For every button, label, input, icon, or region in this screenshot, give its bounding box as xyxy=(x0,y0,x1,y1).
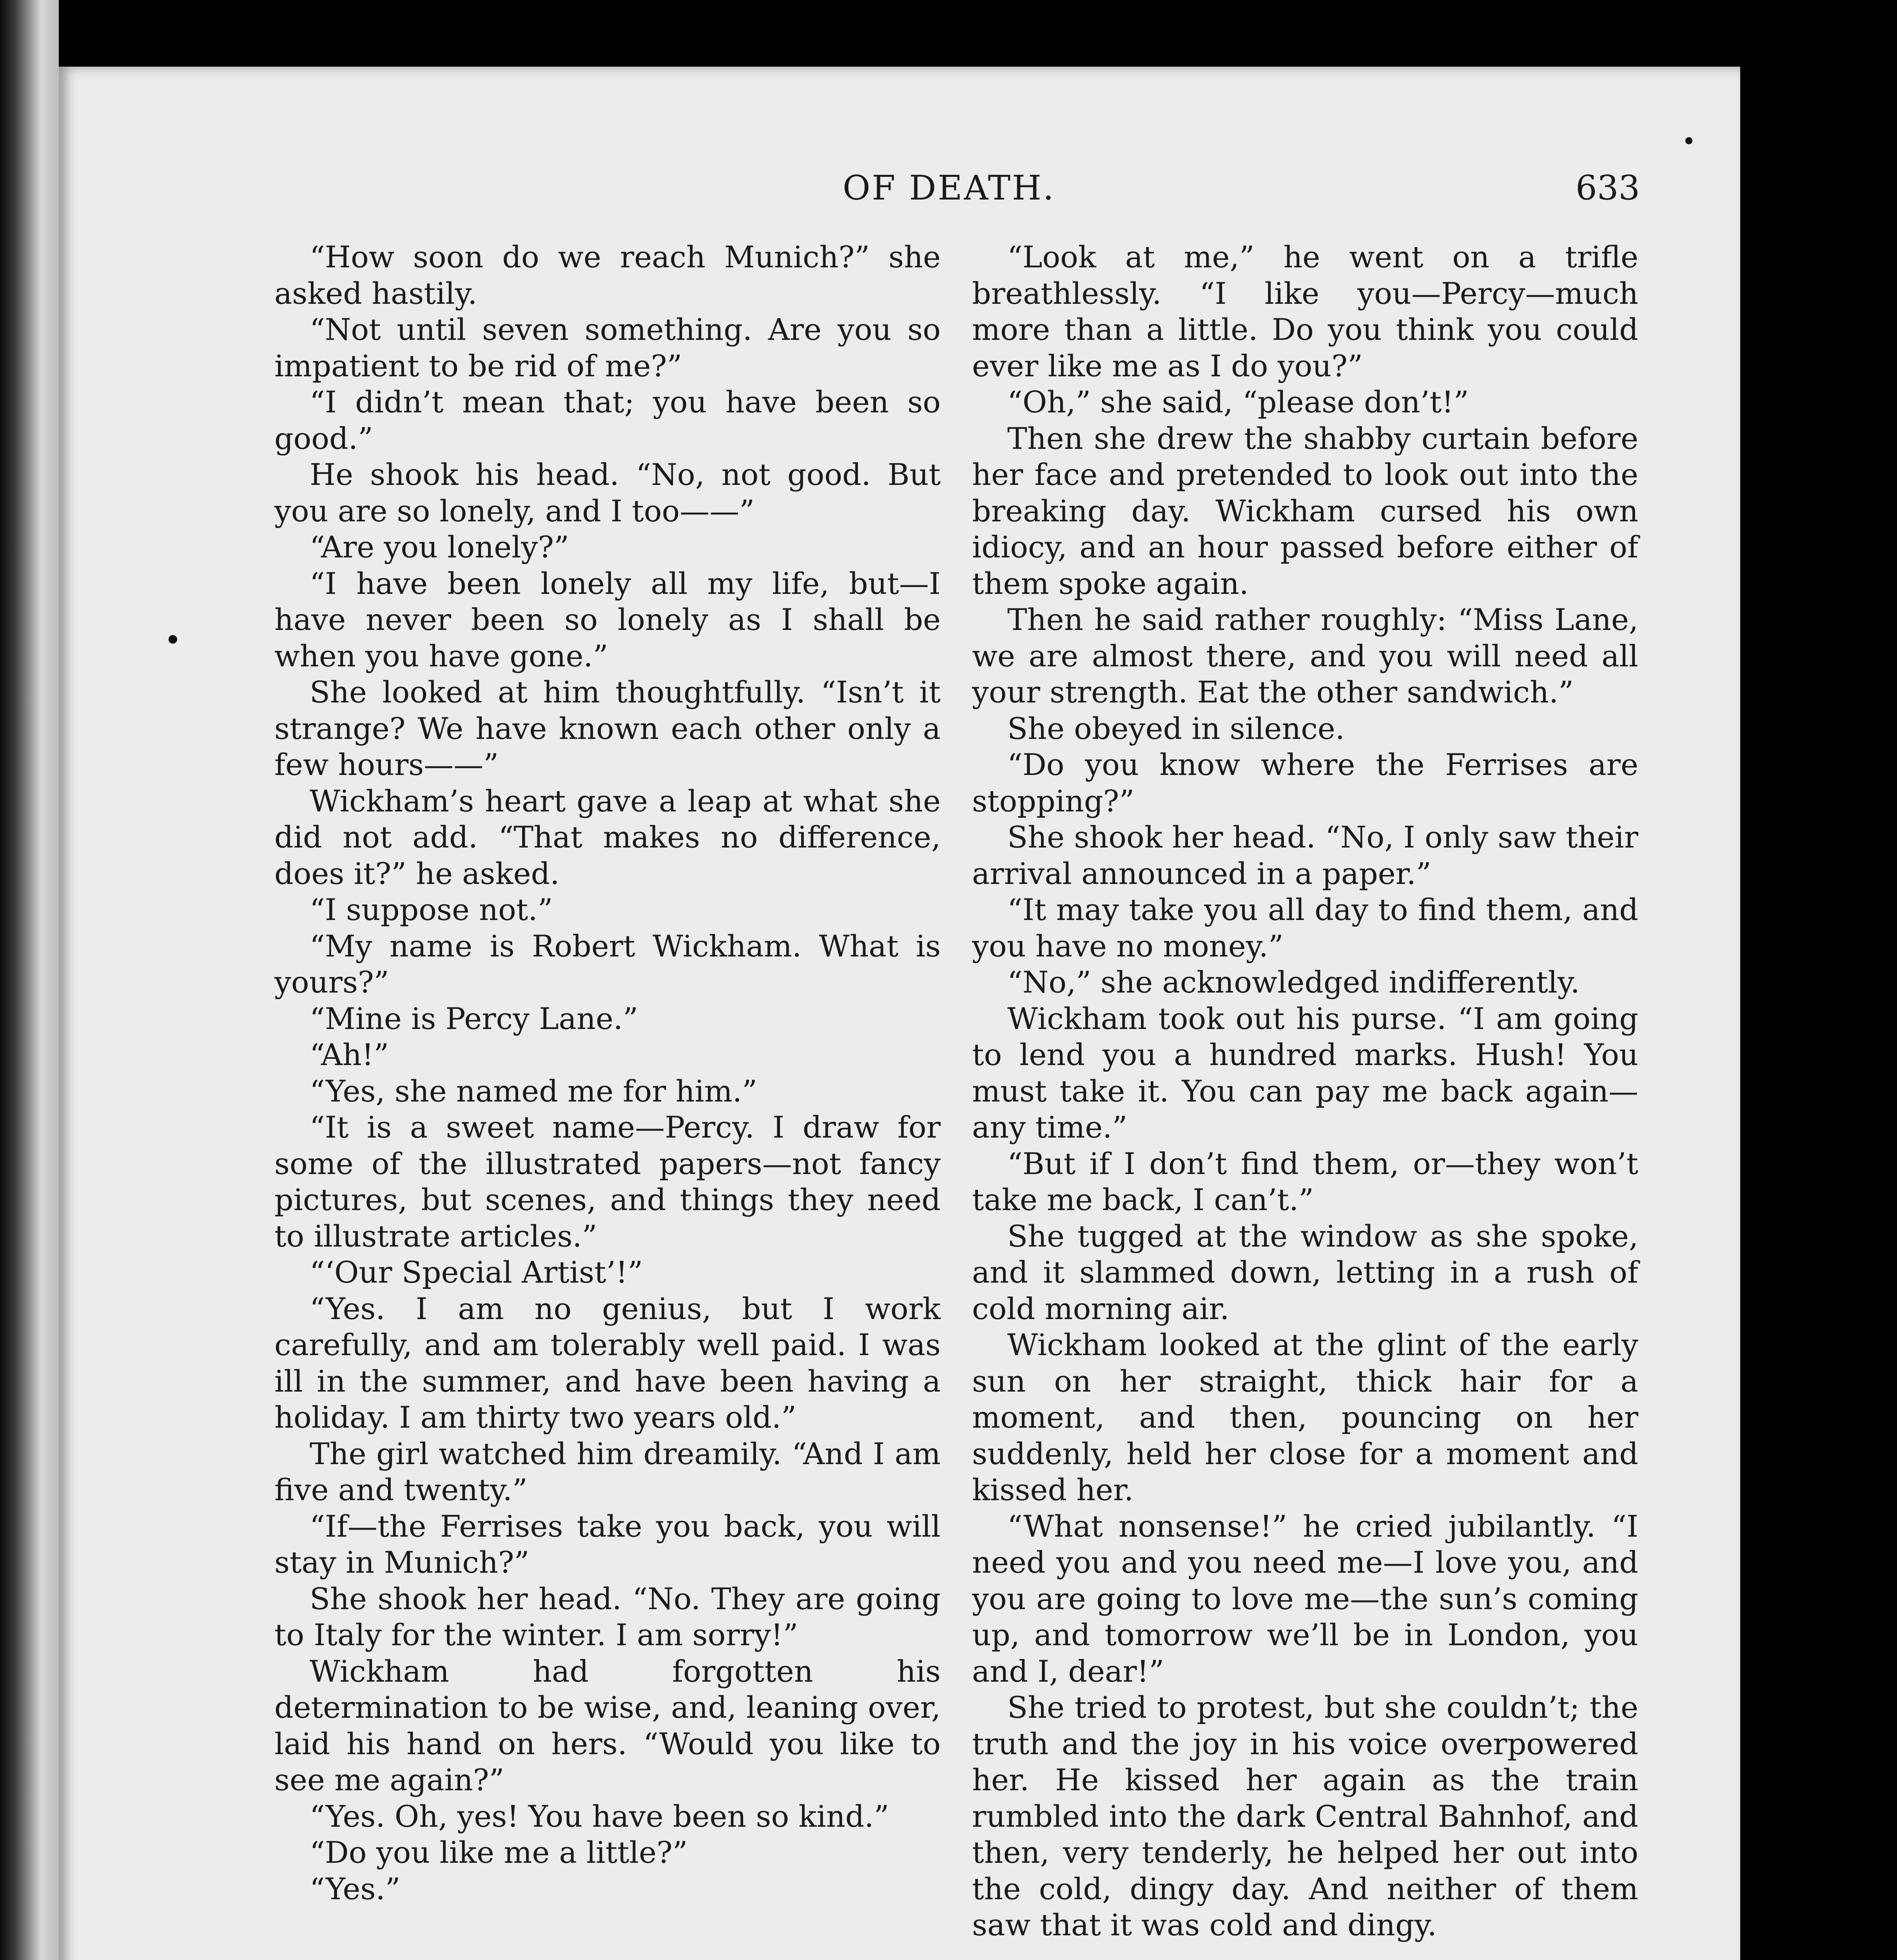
print-speck xyxy=(1685,137,1692,144)
paragraph: She shook her head. “No. They are going to Italy for the winter. I am sorry!” xyxy=(274,1581,941,1652)
paragraph: “I suppose not.” xyxy=(310,892,553,927)
left-column xyxy=(274,239,941,1907)
paragraph: She obeyed in silence. xyxy=(1007,711,1345,746)
paragraph: “‘Our Special Artist’!” xyxy=(310,1255,643,1290)
paragraph: “It is a sweet name—Percy. I draw for some of the illustrated papers—not fancy pictures, but scenes, and things they need to illustrate articles.” xyxy=(274,1110,941,1254)
paragraph: She looked at him thoughtfully. “Isn’t it strange? We have known each other only a few hours——” xyxy=(274,675,941,782)
page-gutter-shadow xyxy=(0,0,59,1960)
paragraph: “What nonsense!” he cried jubilantly. “I need you and you need me—I love you, and you are going to love me—the sun’s coming up, and tomorrow we’ll be in London, you and I, dear!” xyxy=(972,1508,1638,1689)
paragraph: “How soon do we reach Munich?” she asked hastily. xyxy=(274,240,941,311)
paragraph: “I have been lonely all my life, but—I have never been so lonely as I shall be when you have gone.” xyxy=(274,566,941,673)
paragraph: “Ah!” xyxy=(310,1037,389,1072)
paragraph: She shook her head. “No, I only saw their arrival announced in a paper.” xyxy=(972,820,1638,891)
paragraph: “Yes. Oh, yes! You have been so kind.” xyxy=(310,1798,889,1834)
paragraph: Then he said rather roughly: “Miss Lane, we are almost there, and you will need all your strength. Eat the other sandwich.” xyxy=(972,602,1638,710)
paragraph: “It may take you all day to find them, and you have no money.” xyxy=(972,892,1638,964)
print-speck xyxy=(169,635,177,644)
paragraph: She tried to protest, but she couldn’t; the truth and the joy in his voice overpowered her. He kissed her again as the train rumbled into the dark Central Bahnhof, and then, very tenderly, he helped her out into the cold, dingy day. And neither of them saw that it was cold and dingy. xyxy=(972,1690,1638,1942)
paragraph: Wickham looked at the glint of the early sun on her straight, thick hair for a moment, and then, pouncing on her suddenly, held her close for a moment and kissed her. xyxy=(972,1327,1638,1507)
paragraph: He shook his head. “No, not good. But you are so lonely, and I too——” xyxy=(274,457,941,528)
paragraph: “But if I don’t find them, or—they won’t take me back, I can’t.” xyxy=(972,1146,1638,1217)
paragraph: “If—the Ferrises take you back, you will stay in Munich?” xyxy=(274,1508,941,1580)
paragraph: “Look at me,” he went on a trifle breathlessly. “I like you—Percy—much more than a little. Do you think you could ever like me as I do you?” xyxy=(972,240,1638,383)
paragraph: “Do you like me a little?” xyxy=(310,1835,688,1870)
paragraph: “Oh,” she said, “please don’t!” xyxy=(1007,385,1469,419)
paragraph: “Yes.” xyxy=(310,1871,401,1906)
paragraph: “Not until seven something. Are you so impatient to be rid of me?” xyxy=(274,312,941,383)
paragraph: “Yes, she named me for him.” xyxy=(310,1073,757,1109)
paragraph: “No,” she acknowledged indifferently. xyxy=(1007,965,1580,1000)
paragraph: Then she drew the shabby curtain before her face and pretended to look out into the breaking day. Wickham cursed his own idiocy, and an hour passed before either of them spoke again. xyxy=(972,421,1638,601)
paragraph: “Are you lonely?” xyxy=(310,530,569,564)
running-title: OF DEATH. xyxy=(843,169,1056,208)
paragraph: Wickham had forgotten his determination to be wise, and, leaning over, laid his hand on hers. “Would you like to see me again?” xyxy=(274,1653,941,1797)
paragraph: “I didn’t mean that; you have been so good.” xyxy=(274,385,941,456)
paragraph: “Yes. I am no genius, but I work carefully, and am tolerably well paid. I was ill in the summer, and have been having a holiday. I am thirty two years old.” xyxy=(274,1291,941,1435)
paragraph: The girl watched him dreamily. “And I am five and twenty.” xyxy=(274,1436,941,1507)
right-column xyxy=(972,239,1638,1944)
paragraph: “Do you know where the Ferrises are stopping?” xyxy=(972,747,1638,818)
paragraph: Wickham took out his purse. “I am going to lend you a hundred marks. Hush! You must take it. You can pay me back again—any time.” xyxy=(972,1001,1638,1145)
page-number: 633 xyxy=(1576,169,1640,208)
paragraph: She tugged at the window as she spoke, and it slammed down, letting in a rush of cold morning air. xyxy=(972,1218,1638,1326)
paragraph: Wickham’s heart gave a leap at what she did not add. “That makes no difference, does it?” he asked. xyxy=(274,783,941,891)
paragraph: “Mine is Percy Lane.” xyxy=(310,1001,638,1036)
paragraph: “My name is Robert Wickham. What is yours?” xyxy=(274,928,941,1000)
